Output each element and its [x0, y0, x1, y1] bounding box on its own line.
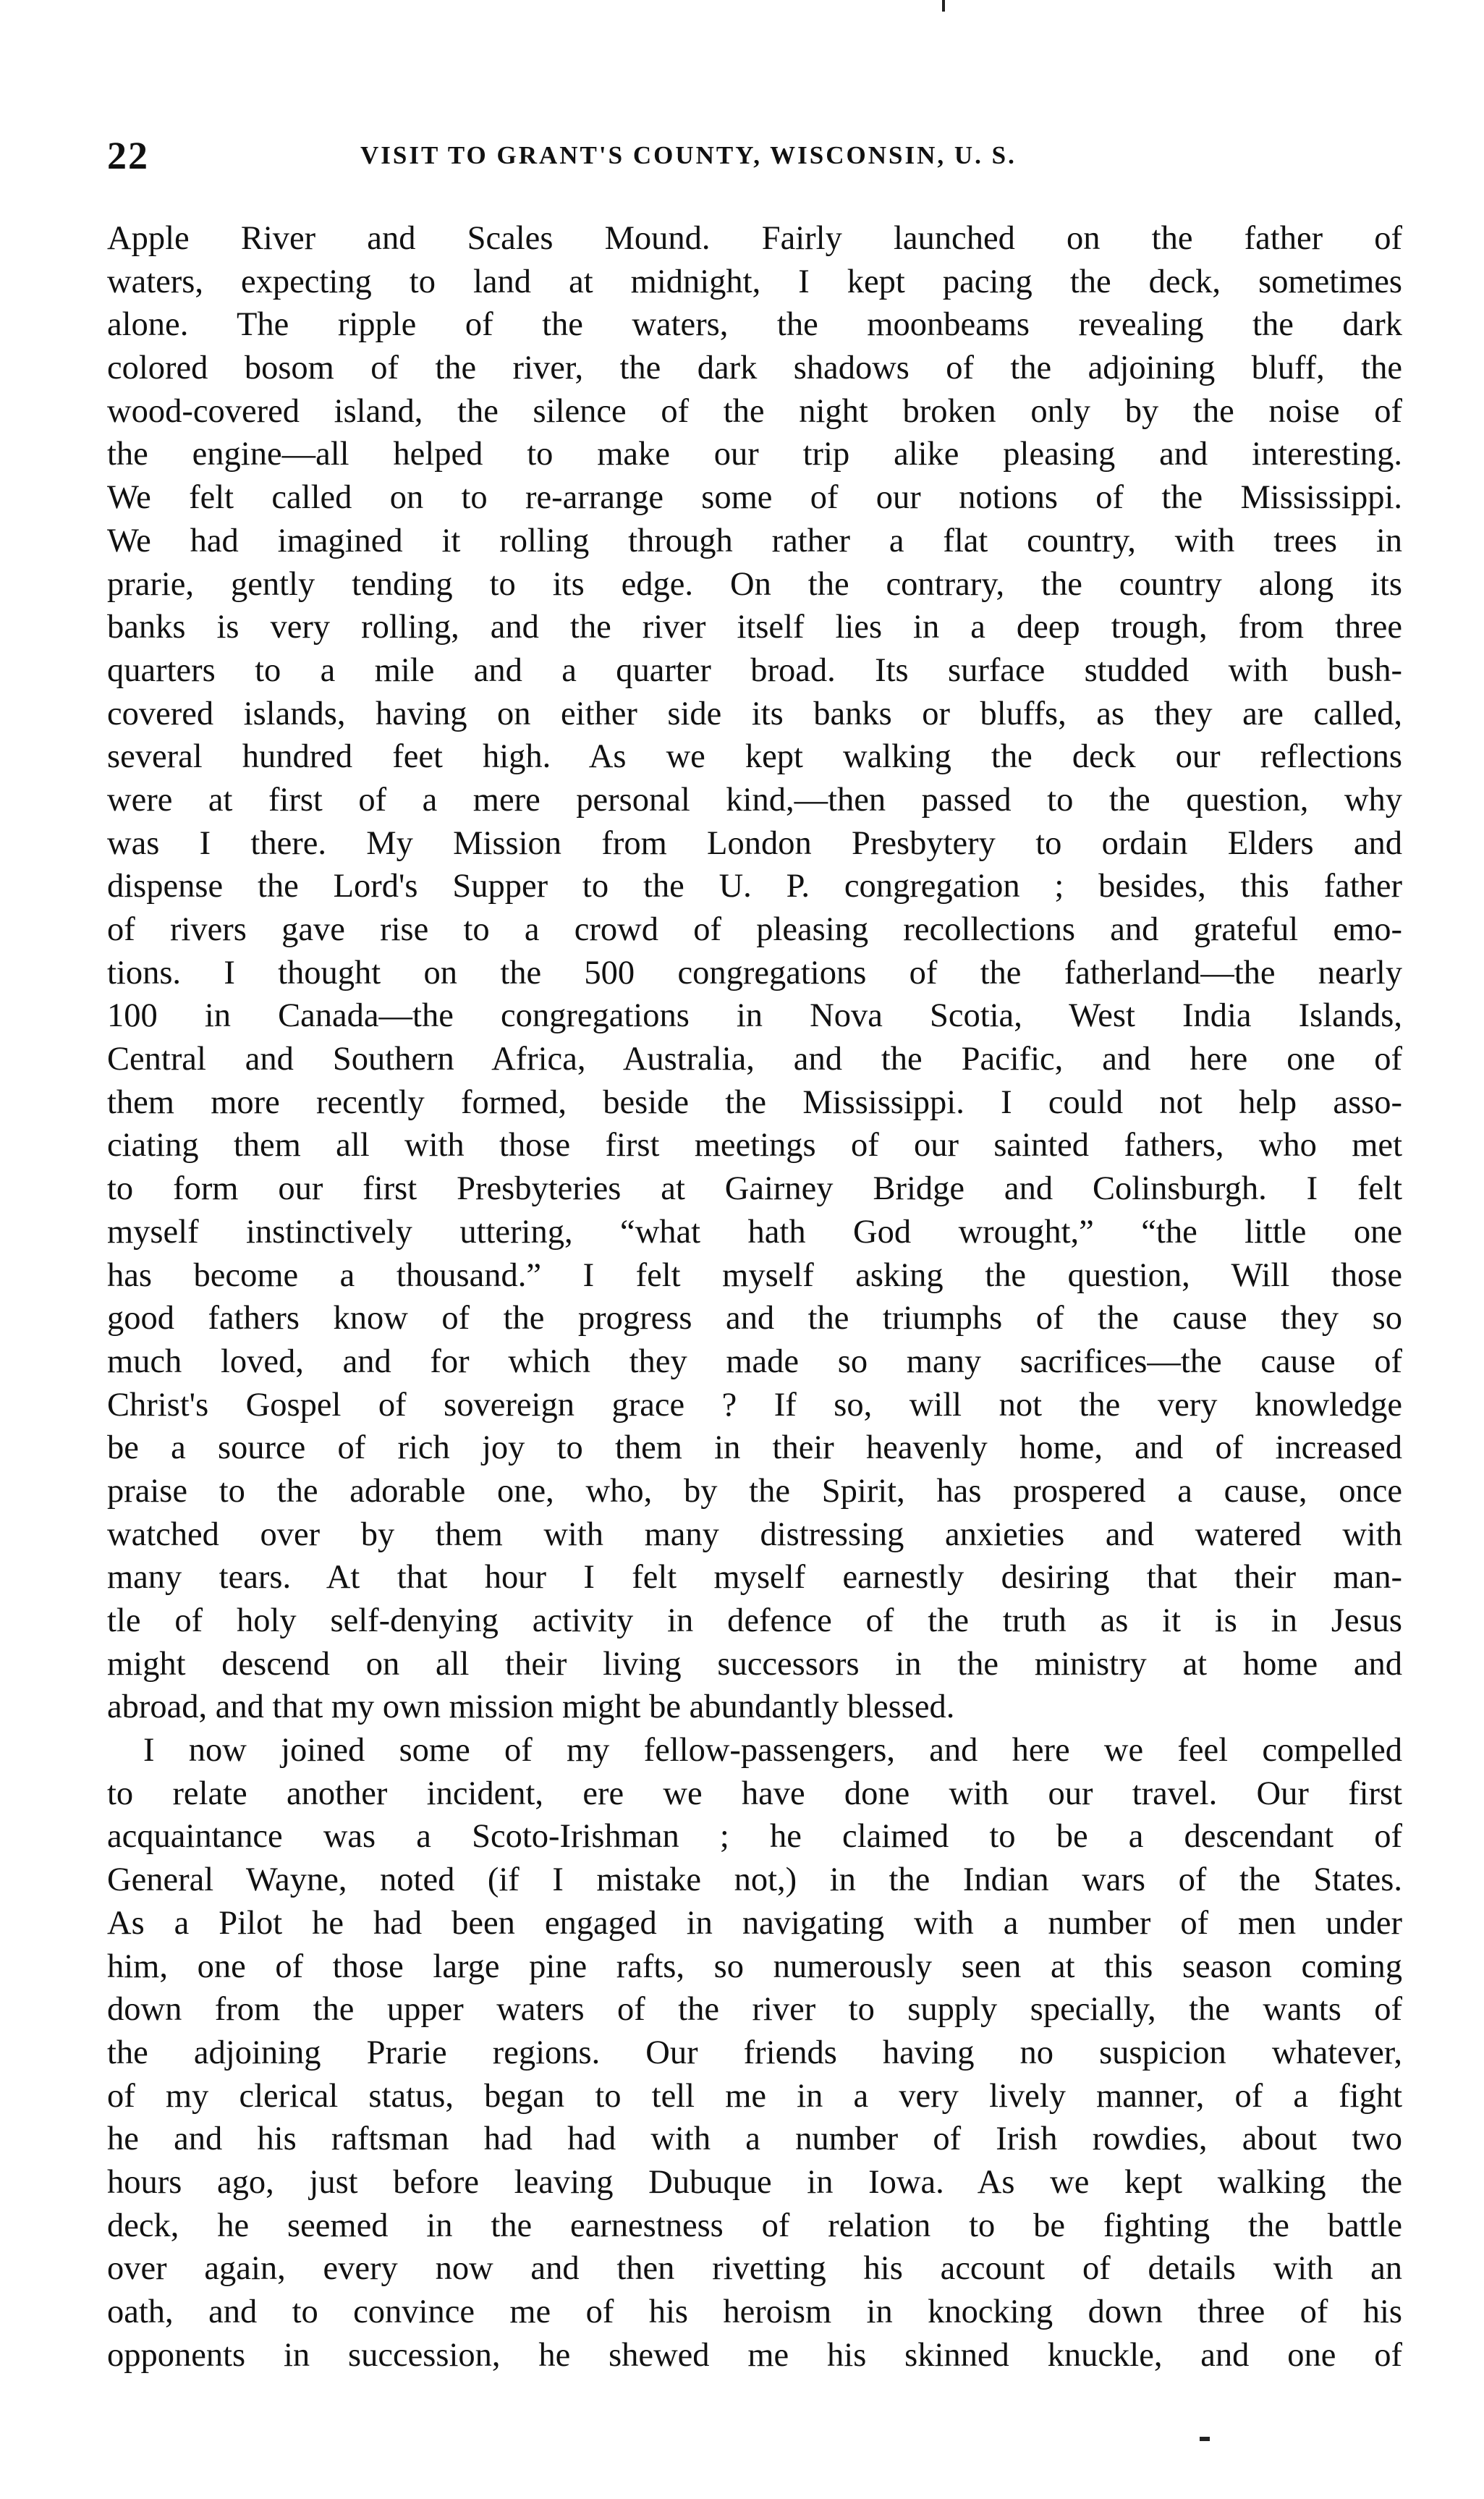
text-line: colored bosom of the river, the dark shadows of the adjoining bluff, the [107, 350, 1402, 387]
text-line: to form our first Presbyteries at Gairney Bridge and Colinsburgh. I felt [107, 1170, 1402, 1208]
text-line: alone. The ripple of the waters, the moonbeams revealing the dark [107, 306, 1402, 344]
text-line: him, one of those large pine rafts, so numerously seen at this season coming [107, 1948, 1402, 1985]
page-header [107, 130, 1402, 181]
text-line: quarters to a mile and a quarter broad. Its surface studded with bush- [107, 651, 1402, 689]
text-line: General Wayne, noted (if I mistake not,) in the Indian wars of the States. [107, 1861, 1402, 1899]
text-line: acquaintance was a Scoto-Irishman ; he claimed to be a descendant of [107, 1818, 1402, 1856]
text-line: many tears. At that hour I felt myself earnestly desiring that their man- [107, 1559, 1402, 1597]
text-line: banks is very rolling, and the river itself lies in a deep trough, from three [107, 609, 1402, 646]
text-line: Christ's Gospel of sovereign grace ? If so, will not the very knowledge [107, 1386, 1402, 1424]
text-line: several hundred feet high. As we kept walking the deck our reflections [107, 738, 1402, 776]
text-line: waters, expecting to land at midnight, I kept pacing the deck, sometimes [107, 263, 1402, 300]
text-line: might descend on all their living successors in the ministry at home and [107, 1645, 1402, 1683]
text-line: Apple River and Scales Mound. Fairly launched on the father of [107, 220, 1402, 257]
text-line: prarie, gently tending to its edge. On the contrary, the country along its [107, 565, 1402, 603]
text-line: was I there. My Mission from London Presbytery to ordain Elders and [107, 824, 1402, 862]
text-line: he and his raftsman had had with a number of Irish rowdies, about two [107, 2120, 1402, 2158]
paragraph-end-line: abroad, and that my own mission might be abundantly blessed. [107, 1688, 955, 1726]
text-line: has become a thousand.” I felt myself asking the question, Will those [107, 1256, 1402, 1294]
text-line: of my clerical status, began to tell me in a very lively manner, of a fight [107, 2077, 1402, 2115]
text-line: be a source of rich joy to them in their heavenly home, and of increased [107, 1429, 1402, 1467]
text-line: watched over by them with many distressing anxieties and watered with [107, 1515, 1402, 1553]
text-line: them more recently formed, beside the Mississippi. I could not help asso- [107, 1083, 1402, 1121]
text-line: much loved, and for which they made so many sacrifices—the cause of [107, 1342, 1402, 1380]
text-line: the adjoining Prarie regions. Our friends having no suspicion whatever, [107, 2034, 1402, 2071]
text-line: tions. I thought on the 500 congregations of the fatherland—the nearly [107, 954, 1402, 991]
text-line: opponents in succession, he shewed me his skinned knuckle, and one of [107, 2336, 1402, 2374]
text-line: oath, and to convince me of his heroism in knocking down three of his [107, 2293, 1402, 2330]
ink-mark-bottom [1200, 2437, 1210, 2441]
text-line: over again, every now and then rivetting his account of details with an [107, 2250, 1402, 2288]
text-line: the engine—all helped to make our trip alike pleasing and interesting. [107, 436, 1402, 473]
text-line: good fathers know of the progress and the triumphs of the cause they so [107, 1300, 1402, 1337]
running-title: VISIT TO GRANT'S COUNTY, WISCONSIN, U. S. [360, 141, 1017, 169]
ink-mark-top [942, 0, 945, 12]
text-line: were at first of a mere personal kind,—then passed to the question, why [107, 781, 1402, 819]
text-line: deck, he seemed in the earnestness of relation to be fighting the battle [107, 2207, 1402, 2244]
text-line: of rivers gave rise to a crowd of pleasing recollections and grateful emo- [107, 911, 1402, 948]
text-line: myself instinctively uttering, “what hath God wrought,” “the little one [107, 1213, 1402, 1251]
text-line: to relate another incident, ere we have done with our travel. Our first [107, 1775, 1402, 1812]
text-line: We had imagined it rolling through rather a flat country, with trees in [107, 522, 1402, 559]
text-line: 100 in Canada—the congregations in Nova Scotia, West India Islands, [107, 997, 1402, 1035]
text-line: hours ago, just before leaving Dubuque in Iowa. As we kept walking the [107, 2163, 1402, 2201]
text-line: dispense the Lord's Supper to the U. P. congregation ; besides, this father [107, 868, 1402, 905]
text-line: praise to the adorable one, who, by the Spirit, has prospered a cause, once [107, 1472, 1402, 1510]
text-line: We felt called on to re-arrange some of our notions of the Mississippi. [107, 479, 1402, 517]
body-text [107, 217, 1402, 2377]
text-line: tle of holy self-denying activity in defence of the truth as it is in Jesus [107, 1602, 1402, 1639]
text-line: ciating them all with those first meetings of our sainted fathers, who met [107, 1127, 1402, 1164]
page-number: 22 [107, 134, 149, 177]
text-line: As a Pilot he had been engaged in navigating with a number of men under [107, 1904, 1402, 1942]
text-line: Central and Southern Africa, Australia, and the Pacific, and here one of [107, 1041, 1402, 1078]
paragraph-start-line: I now joined some of my fellow-passengers, and here we feel compelled [143, 1732, 1402, 1769]
text-line: covered islands, having on either side its banks or bluffs, as they are called, [107, 695, 1402, 732]
text-line: down from the upper waters of the river to supply specially, the wants of [107, 1991, 1402, 2029]
text-line: wood-covered island, the silence of the night broken only by the noise of [107, 392, 1402, 430]
